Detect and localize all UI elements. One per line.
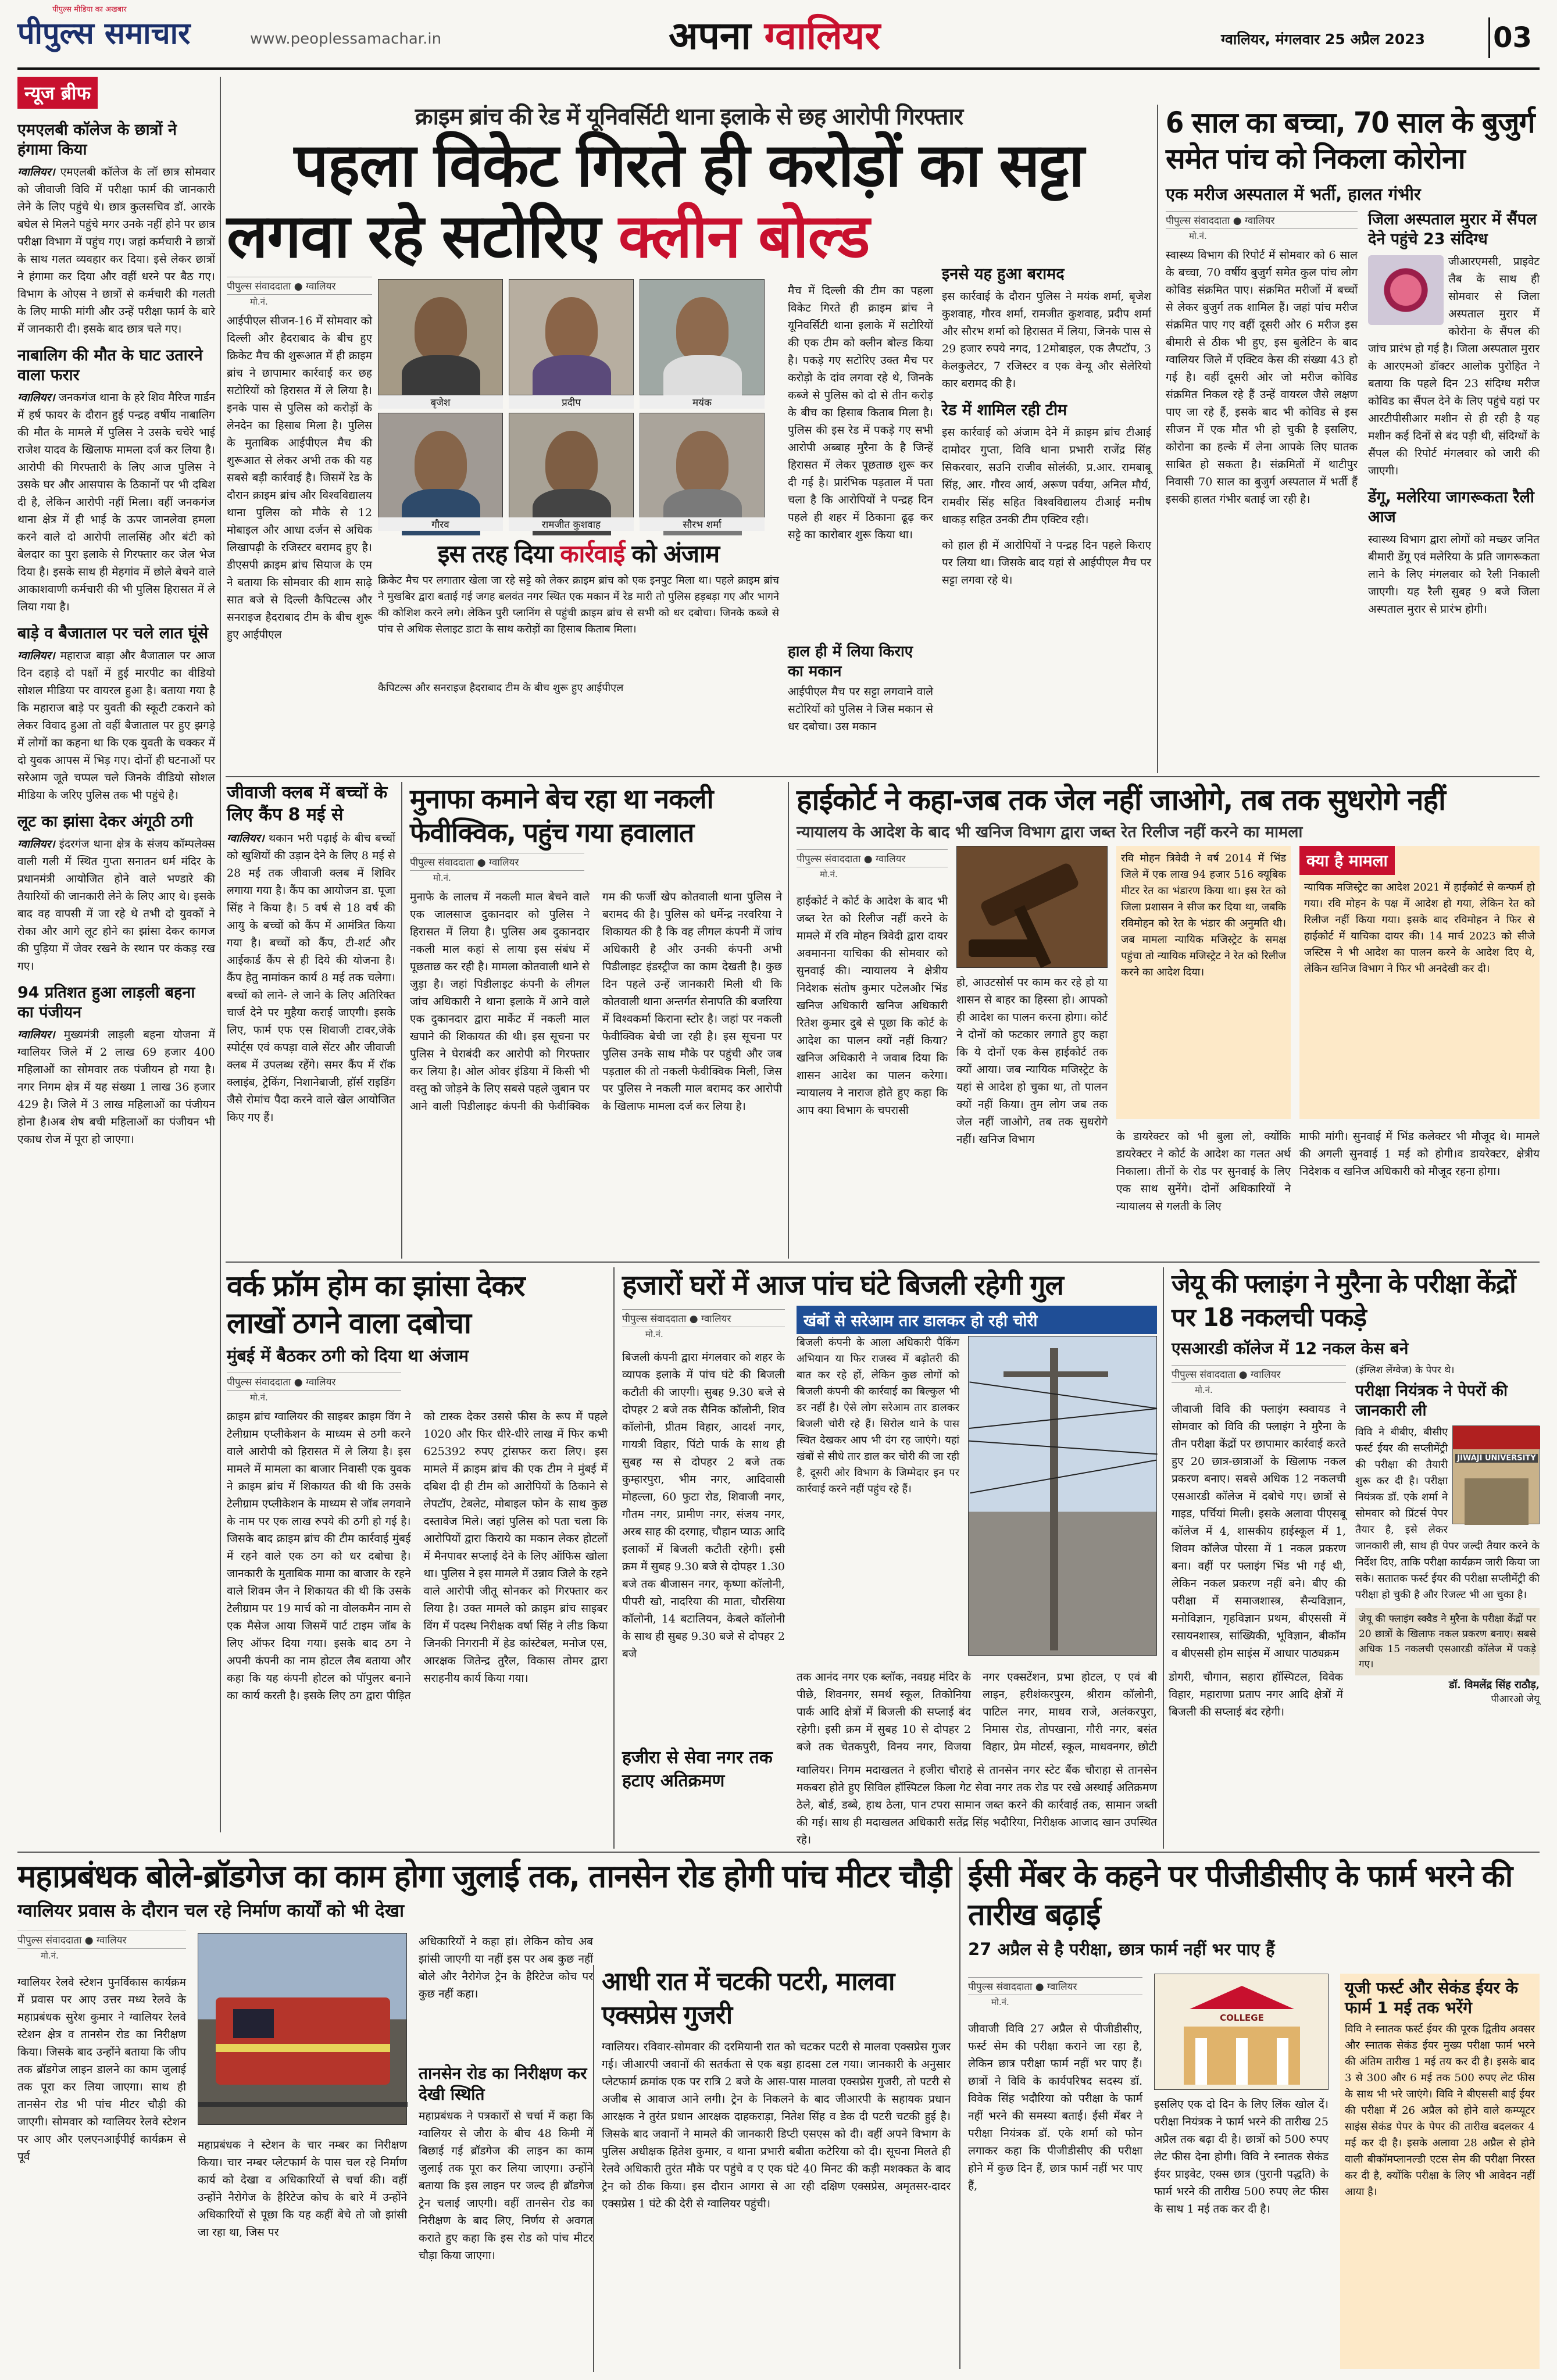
lead-headline-2a: लगवा रहे सटोरिए [227, 201, 601, 271]
byline-mob: मो.नं. [1195, 1385, 1213, 1395]
ug-form-box [1340, 1974, 1540, 2369]
byline-mob: मो.नं. [41, 1950, 59, 1961]
photo-caption: मयंक [640, 395, 765, 409]
pgdca-text-1: जीवाजी विवि 27 अप्रैल से पीजीडीसीए, फर्स्ट सेम की परीक्षा कराने जा रहा है, लेकिन छात्र परीक्षा फार्म नहीं भर पाए हैं। छात्रों ने विवि के कार्यपरिषद सदस्य डॉ. विवेक सिंह भदौरिया को परीक्षा के फार्म नहीं भरने की समस्या बताई। ईसी मेंबर ने परीक्षा नियंत्रक डॉ. एके शर्मा को फोन लगाकर कहा कि पीजीडीसीए की परीक्षा होने में कुछ दिन हैं, छात्र फार्म नहीं भर पाए हैं, [968, 2022, 1142, 2192]
fevikwik-text: मुनाफे के लालच में नकली माल बेचने वाले एक जालसाज दुकानदार को पुलिस ने हिरासत में लिया है। पुलिस अब दुकानदार नकली माल कहां से लाया इस संबंध में पूछताछ कर रही है। मामला कोतवाली थाने से जुड़ा है। जहां पिडीलाइट कंपनी के लीगल जांच अधिकारी ने थाना इलाके में आने वाले एक दुकानदार द्वारा मार्केट में नकली माल खपाने की शिकायत की थी। इस सूचना पर पुलिस ने घेराबंदी कर आरोपी को गिरफ्तार कर लिया है। ओल ओवर इंडिया में किसी भी वस्तु को जोड़ने के लिए सबसे पहले जुबान पर आने वाली पिडीलाइट कंपनी की फेवीक्विक गम की फर्जी खेप कोतवाली थाना पुलिस ने बरामद की है। पुलिस को धर्मेन्द्र नरवरिया ने शिकायत की है कि वह लीगल कंपनी में जांच अधिकारी है और उनकी कंपनी अभी पिडीलाइट इंडस्ट्रीज का काम देखती है। कुछ दिन पहले उन्हें जानकारी मिली थी कि कोतवाली थाना अन्तर्गत सेनापति की बजरिया में विश्वकर्मा किराना स्टोर है। जहां पर नकली फेवीक्विक बेची जा रही है। इस सूचना पर पुलिस उनके साथ मौके पर पहुंची और जब पड़ताल की तो नकली फेवीक्विक मिली, जिस पर पुलिस ने नकली माल बरामद कर आरोपी के खिलाफ मामला दर्ज कर लिया है। [410, 891, 782, 1113]
railway-headline: महाप्रबंधक बोले-ब्रॉडगेज का काम होगा जुलाई तक, तानसेन रोड होगी पांच मीटर चौड़ी [17, 1858, 951, 1895]
byline-mob: मो.नं. [433, 873, 451, 883]
accused-photo [509, 413, 634, 529]
brief-text: ग्वालियर। एमएलबी कॉलेज के लॉ छात्र सोमवार को जीवाजी विवि में परीक्षा फार्म की जानकारी लेने के लिए पहुंचे थे। छात्र कुलसचिव डॉ. आरके बघेल से मिलने पहुंचे मगर उनके नहीं होने पर छात्र परीक्षा विभाग में पहुंच गए। जहां कर्मचारी ने छात्रों के साथ गलत व्यवहार कर दिया। इसे लेकर छात्रों ने हंगामा कर दिया और वहीं धरने पर बैठ गए। विभाग के ओएस ने छात्रों से कर्मचारी की गलती के लिए माफी मांगी और उन्हें परीक्षा फार्म के बारे में जानकारी दी। इसके बाद छात्र चले गए। [17, 166, 215, 335]
exam-text: विवि ने बीबीए, बीसीए फर्स्ट ईयर की सप्लीमेंट्री की परीक्षा की तैयारी शुरू कर दी है। परीक्षा नियंत्रक डॉ. एके शर्मा ने सोमवार को प्रिंटर्स पेपर तैयार है, इसे लेकर जानकारी ली, साथ ही पेपर जल्दी तैयार करने के निर्देश दिए, ताकि परीक्षा कार्यक्रम जारी किया जा सके। सतातक फर्स्ट ईयर की परीक्षा सप्लीमेंट्री की परीक्षा हो चुकी है और रिजल्ट भी आ चुका है। [1355, 1426, 1540, 1601]
section-divider [17, 1852, 1540, 1853]
masthead-rule [17, 67, 1540, 70]
sample-heading: जिला अस्पताल मुरार में सैंपल देने पहुंचे 23 संदिग्ध [1368, 210, 1537, 248]
lead-text-2: कैपिटल्स और सनराइज हैदराबाद टीम के बीच शुरू हुए आईपीएल [378, 682, 624, 694]
column-divider [788, 782, 789, 1259]
quote-role: पीआरओ जेयू [1491, 1693, 1540, 1705]
brief-headline: 94 प्रतिशत हुआ लाड़ली बहना का पंजीयन [17, 984, 195, 1021]
college-illustration [1154, 1974, 1329, 2090]
jiwaji-subheadline: एसआरडी कॉलेज में 12 नकल केस बने [1172, 1339, 1409, 1358]
jiwaji-text: जीवाजी विवि की फ्लाइंग स्क्वायड ने सोमवार को विवि की फ्लाइंग ने मुरैना के तीन परीक्षा केंद्रों पर छापामार कार्रवाई करते हुए 20 छात्र-छात्राओं के खिलाफ नकल प्रकरण बनाए। सबसे अधिक 12 नकलची एसआरडी कॉलेज में दबोचे गए। छात्रों से गाइड, पर्चियां मिली। इसके अलावा पीएसबू कॉलेज में 4, शासकीय हाईस्कूल में 1, शिवम कॉलेज पोरसा में 1 नकल प्रकरण बना। वहीं पर फ्लाइंग भिंड भी गई थी, लेकिन नकल प्रकरण नहीं बने। बीए की परीक्षा में समाजशास्त्र, सैन्यविज्ञान, मनोविज्ञान, गृहविज्ञान प्रथम, बीएससी में रसायनशास्त्र, सांख्यिकी, भूविज्ञान, बीकॉम व बीएससी होम साइंस में आधार पाठ्यक्रम [1172, 1403, 1346, 1660]
brief-item [17, 983, 215, 1148]
column-divider [1157, 105, 1158, 773]
wfh-text: क्राइम ब्रांच ग्वालियर की साइबर क्राइम विंग ने टेलीग्राम एप्लीकेशन के माध्यम से ठगी करने वाले आरोपी को हिरासत में ले लिया है। इस मामले में मामला का बाजार निवासी एक युवक ने क्राइम ब्रांच में शिकायत की थी कि उसके टेलीग्राम एप्लीकेशन के माध्यम से जॉब लगवाने के नाम पर एक लाख रुपये की ठगी हो गई है। जिसके बाद क्राइम ब्रांच की टीम कार्रवाई मुंबई में रहने वाले एक ठग को धर दबोचा है। जानकारी के मुताबिक मामा का बाजार के रहने वाले शिवम जैन ने शिकायत की थी कि उसके टेलीग्राम पर 19 मार्च को ना वोलकमैन नाम से एक मैसेज आया जिसमें पार्ट टाइम जॉब के लिए ऑफर दिया गया। इसके बाद ठग ने अपनी कंपनी का नाम होटल लैब बताया और कहा कि यह कंपनी होटल को पॉपुलर बनाने का कार्य करती है। इसके लिए ठग द्वारा पीड़ित को टास्क देकर उससे फीस के रूप में पहले 1020 और फिर धीरे-धीरे लाख में फिर कभी 625392 रुपए ट्रांसफर करा लिए। इस मामले में क्राइम ब्रांच की एक टीम ने मुंबई में दबिश दी ही टीम को आरोपियों के ठिकाने से लेपटॉप, टेबलेट, मोबाइल फोन के साथ कुछ दस्तावेज मिले। जहां पुलिस को पता चला कि आरोपियों द्वारा किराये का मकान लेकर होटलों में मैनपावर सप्लाई देने के लिए ऑफिस खोला था। पुलिस ने इस मामले में उन्नाव जिले के रहने वाले आरोपी जीतू सोनकर को गिरफ्तार कर लिया है। उक्त मामले को क्राइम ब्रांच साइबर विंग में पदस्थ निरीक्षक वर्षा सिंह ने लीड किया जिनकी निगरानी में हेड कांस्टेबल, मनोज एस, आरक्षक जितेन्द्र तुरैल, विकास तोमर द्वारा सराहनीय कार्य किया गया। [227, 1410, 608, 1702]
byline-mob: मो.नं. [820, 869, 838, 880]
wfh-subheadline: मुंबई में बैठकर ठगी को दिया था अंजाम [227, 1346, 469, 1366]
rent-subheading: हाल ही में लिया किराए का मकान [788, 643, 913, 680]
dengue-text: स्वास्थ्य विभाग द्वारा लोगों को मच्छर जनित बीमारी डेंगू एवं मलेरिया के प्रति जागरूकता लाने के लिए मंगलवार को रैली निकाली जाएगी। यह रैली सुबह 9 बजे जिला अस्पताल मुरार से प्रारंभ होगी। [1368, 533, 1540, 616]
byline: पीपुल्स संवाददाता ● ग्वालियर [227, 277, 372, 295]
byline: पीपुल्स संवाददाता ● ग्वालियर [968, 1977, 1142, 1995]
masthead [0, 0, 1557, 71]
case-box-text: न्यायिक मजिस्ट्रेट का आदेश 2021 में हाईकोर्ट से कन्फर्म हो गया। रवि मोहन के पक्ष में आदेश हो गया, लेकिन रेत को रिलीज नहीं किया गया। इसके बाद रविमोहन ने फिर से हाईकोर्ट में याचिका दायर की। 14 मार्च 2023 को सीजे जस्टिस ने भी आदेश का पालन करने के आदेश दिए थे, लेकिन खनिज विभाग ने फिर भी अनदेखी कर दी। [1304, 881, 1535, 975]
tansen-road-heading: तानसेन रोड का निरीक्षण कर देखी स्थिति [419, 2064, 587, 2104]
virus-image [1368, 255, 1444, 325]
malwa-headline: आधी रात में चटकी पटरी, मालवा एक्सप्रेस गुजरी [602, 1967, 895, 2030]
court-text-1: हाईकोर्ट ने कोर्ट के आदेश के बाद भी जब्त रेत को रिलीज नहीं करने के मामले में रवि मोहन त्रिवेदी द्वारा दायर अवमानना याचिका की सोमवार को सुनवाई की। न्यायालय ने क्षेत्रीय निदेशक संतोष कुमार पटेलऔर भिंड खनिज अधिकारी खनिज अधिकारी रितेश कुमार दुबे से पूछा कि कोर्ट के आदेश का पालन क्यों नहीं किया? खनिज अधिकारी ने जवाब दिया कि शासन आदेश का पालन करेगा। न्यायालय ने नाराज होते हुए कहा कि आप क्या विभाग के चपरासी [797, 895, 948, 1117]
corona-subheadline: एक मरीज अस्पताल में भर्ती, हालत गंभीर [1166, 184, 1421, 204]
team-more: को हाल ही में आरोपियों ने पन्द्रह दिन पहले किराए पर लिया था। जिसके बाद यहां से आईपीएल मैच पर सट्टा लगवा रहे थे। [942, 539, 1151, 587]
court-story [797, 782, 1540, 1259]
quote-author: डॉ. विमलेंद्र सिंह राठौड़, [1449, 1679, 1540, 1691]
byline: पीपुल्स संवाददाता ● ग्वालियर [1166, 211, 1358, 229]
lead-column-4 [942, 265, 1151, 770]
pgdca-text-2: इसलिए एक दो दिन के लिए लिंक खोल दें। परीक्षा नियंत्रक ने फार्म भरने की तारीख 25 अप्रैल तक बढ़ा दी है। छात्रों को 500 रुपए लेट फीस देना होगी। विवि ने स्नातक सेकंड ईयर प्राइवेट, एक्स छात्र (पुरानी पद्धति) के फार्म भरने की तारीख 500 रुपए लेट फीस के साथ 1 मई तक कर दी है। [1154, 2098, 1329, 2215]
ug-form-heading: यूजी फर्स्ट और सेकंड ईयर के फार्म 1 मई तक भरेंगे [1345, 1978, 1519, 2017]
malwa-story [602, 1965, 951, 2372]
rent-text: आईपीएल मैच पर सट्टा लगवाने वाले सटोरियों को पुलिस ने जिस मकान से धर दबोचा। उस मकान [788, 685, 933, 733]
pgdca-subheadline: 27 अप्रैल से है परीक्षा, छात्र फार्म नहीं भर पाए हैं [968, 1939, 1275, 1959]
power-poles-photo [968, 1336, 1157, 1656]
brief-text: ग्वालियर। महाराज बाड़ा और बैजाताल पर आज दिन दहाड़े दो पक्षों में हुई मारपीट का वीडियो सोशल मीडिया पर वायरल हुआ है। बताया गया है कि महाराज बाड़े पर युवती की स्कूटी टकराने को लेकर विवाद हुआ तो वहीं बैजाताल पर हुए झगड़े में लोगों का कहना था कि एक युवती के चक्कर में दो युवक आपस में भिड़ गए। दोनों ही घटनाओं पर सरेआम जूते चप्पल चले जिनके वीडियो सोशल मीडिया के जरिए पुलिस तक भी पहुंचे है। [17, 649, 215, 802]
byline: पीपुल्स संवाददाता ● ग्वालियर [797, 849, 948, 867]
court-subheadline: न्यायालय के आदेश के बाद भी खनिज विभाग द्वारा जब्त रेत रिलीज नहीं करने का मामला [797, 823, 1303, 841]
brief-item [17, 624, 215, 804]
lead-text-1: आईपीएल सीजन-16 में सोमवार को दिल्ली और हैदराबाद के बीच हुए क्रिकेट मैच की शुरूआत में ही क्राइम ब्रांच ने छापामार कार्रवाई कर छह सटोरियों को हिरासत में ले लिया है। इनके पास से पुलिस को करोड़ों के लेनदेन का हिसाब मिला है। पुलिस के मुताबिक आईपीएल मैच की शुरूआत से लेकर अभी तक की यह सबसे बड़ी कार्रवाई है। जिसमें रेड के दौरान क्राइम ब्रांच और विश्वविद्यालय थाना पुलिस को मौके से 12 मोबाइल और आधा दर्जन से अधिक लिखापढ़ी के रजिस्टर बरामद हुए है। डीएसपी क्राइम ब्रांच सियाज के एम ने बताया कि सोमवार की शाम साढ़े सात बजे से दिल्ली कैपिटल्स और सनराइज हैदराबाद टीम के बीच शुरू हुए आईपीएल [227, 315, 372, 641]
section-title-a: अपना [669, 13, 751, 58]
college-sign: COLLEGE [1220, 2013, 1264, 2023]
court-text-4: माफी मांगी। सुनवाई में भिंड कलेक्टर भी मौजूद थे। मामले की अगली सुनवाई 1 मई को होगी।व डायरेक्टर, क्षेत्रीय निदेशक व खनिज अधिकारी को मौजूद रहना होगा। [1299, 1130, 1540, 1178]
university-photo [1452, 1425, 1540, 1524]
column-divider [401, 782, 402, 1259]
case-intro: रवि मोहन त्रिवेदी ने वर्ष 2014 में भिंड जिले में एक लाख 94 हजार 516 क्यूबिक मीटर रेत का भंडारण किया था। इस रेत को जिला प्रशासन ने सीज कर दिया था, जबकि रविमोहन को रेत के भंडार की अनुमति थी। जब मामला न्यायिक मजिस्ट्रेट के समक्ष पहुंचा तो न्यायिक मजिस्ट्रेट ने रेत को रिलीज करने का आदेश दिया। [1116, 846, 1291, 1119]
recovery-text: इस कार्रवाई के दौरान पुलिस ने मयंक शर्मा, बृजेश कुशवाह, गौरव शर्मा, रामजीत कुशवाह, प्रदीप शर्मा और सौरभ शर्मा को हिरासत में लिया, जिनके पास से 29 हजार रुपये नगद, 12मोबाइल, एक लैपटॉप, 3 केलकुलेटर, 7 रजिस्टर व एक वेन्यू और सेलेरियो कार बरामद की है। [942, 290, 1151, 390]
brief-headline: बाड़े व बैजाताल पर चले लात घूंसे [17, 624, 209, 642]
railway-text-1: ग्वालियर रेलवे स्टेशन पुनर्विकास कार्यक्रम में प्रवास पर आए उत्तर मध्य रेलवे के महाप्रबंधक सुरेश कुमार ने ग्वालियर रेलवे स्टेशन क्षेत्र व तानसेन रोड का निरीक्षण किया। जिसके बाद उन्होंने बताया कि जीप तक ब्रॉडगेज लाइन डालने का काम जुलाई तक पूरा कर लिया जाएगा। साथ ही तानसेन रोड भी पांच मीटर चौड़ी की जाएगी। सोमवार को ग्वालियर रेलवे स्टेशन पर आए और एलएनआईपीई कार्यक्रम से पूर्व [17, 1976, 186, 2163]
photo-caption: बृजेश [378, 395, 503, 409]
fevikwik-story [410, 782, 782, 1259]
accused-photo [378, 413, 503, 529]
locomotive-photo [198, 1933, 407, 2125]
team-text: इस कार्रवाई को अंजाम देने में क्राइम ब्रांच टीआई दामोदर गुप्ता, विवि थाना प्रभारी राजेंद्र सिंह सिकरवार, सउनि राजीव सोलंकी, प्र.आर. रामबाबू सिंह, आर. गौरव आर्य, अरूण पर्वया, अनिल मौर्य, रामवीर सिंह सहित विश्वविद्यालय टीआई मनीष धाकड़ सहित उनकी टीम एक्टिव रही। [942, 426, 1151, 526]
club-headline: जीवाजी क्लब में बच्चों के लिए कैंप 8 मई से [227, 782, 388, 825]
byline-mob: मो.नं. [250, 296, 268, 307]
corona-text: स्वास्थ्य विभाग की रिपोर्ट में सोमवार को 6 साल के बच्चा, 70 वर्षीय बुजुर्ग समेत कुल पांच लोग कोविड संक्रमित पाए। संक्रमित मरीजों में बच्चों से लेकर बुजुर्ग तक शामिल हैं। जहां पांच मरीज संक्रमित पाए गए वहीं दूसरी ओर 6 मरीज इस बीमारी से ठीक भी हुए, इस बुलेटिन के बाद ग्वालियर जिले में एक्टिव केस की संख्या 43 हो गई है। वहीं दूसरी ओर जो मरीज कोविड संक्रमित निकल रहे हैं उन्हें वायरल जैसे लक्षण पाए जा रहे हैं, इसके बाद भी कोविड से इस सीजन में एक मौत भी हो चुकी है इसलिए, कोरोना का हल्के में लेना आपके लिए घातक साबित हो सकता है। संक्रमितों में थाटीपुर निवासी 70 साल का बुजुर्ग अस्पताल में भर्ती हैं इसकी हालत गंभीर बताई जा रही है। [1166, 249, 1358, 506]
case-box-label: क्या है मामला [1299, 846, 1395, 875]
brief-item [17, 120, 215, 338]
edition-date: ग्वालियर, मंगलवार 25 अप्रैल 2023 [1221, 31, 1426, 48]
power-headline: हजारों घरों में आज पांच घंटे बिजली रहेगी गुल [622, 1269, 1063, 1302]
railway-text-4: महाप्रबंधक ने पत्रकारों से चर्चा में कहा कि ग्वालियर से जौरा के बीच 48 किमी में बिछाई गई ब्रॉडगेज की लाइन का काम जुलाई तक पूरा कर लिया जाएगा। उन्होंने बताया कि इस लाइन पर जल्द ही ब्रॉडगेज ट्रेन चलाई जाएगी। वहीं तानसेन रोड का निरीक्षण के बाद लिए, निर्णय से अवगत कराते हुए कहा कि इस रोड को पांच मीटर चौड़ा किया जाएगा। [419, 2110, 593, 2262]
club-story [227, 782, 395, 1259]
sample-text: जीआरएमसी, प्राइवेट लैब के साथ ही सोमवार से जिला अस्पताल मुरार में कोरोना के सैंपल की जांच प्रारंभ हो गई है। जिला अस्पताल मुरार के आरएमओ डॉक्टर आलोक पुरोहित ने बताया कि पहले दिन 23 संदिग्ध मरीज कोविड का सैंपल देने के लिए पहुंचे यहां पर आरटीपीसीआर मशीन से ही रही है यह मशीन कई दिनों से बंद पड़ी थी, संदिग्धों के सैंपल की रिपोर्ट मंगलवार को जारी की जाएगी। [1368, 255, 1540, 477]
byline-mob: मो.नं. [250, 1392, 268, 1403]
club-text: ग्वालियर। थकान भरी पढ़ाई के बीच बच्चों को खुशियों की उड़ान देने के लिए 8 मई से 28 मई तक जीवाजी क्लब में शिविर लगाया गया है। कैंप का आयोजन डा. पूजा सिंह ने किया है। 5 वर्ष से 18 वर्ष की आयु के बच्चों को कैंप में आमंत्रित किया गया है। बच्चों को कैंप, टी-शर्ट और आईकार्ड कैंप से ही दिये की योजना है। कैंप हेतु नामांकन कार्य 8 मई तक चलेगा। बच्चों को लाने- ले जाने के लिए अतिरिक्त चार्ज देने पर मुहैया कराई जाएगी। इसके लिए, फार्म एफ एस शिवाजी टावर,जेके स्पोर्ट्स एवं कपड़ा वाले सेंटर और जीवाजी क्लब में उपलब्ध रहेंगे। समर कैंप में रॉक क्लाइंब, ट्रेकिंग, निशानेबाजी, हॉर्स राइडिंग जैसे रोमांच पैदा करने वाले खेल आयोजित किए गए हैं। [227, 832, 395, 1124]
byline: पीपुल्स संवाददाता ● ग्वालियर [410, 853, 584, 871]
corona-headline: 6 साल का बच्चा, 70 साल के बुजुर्ग समेत पांच को निकला कोरोना [1166, 106, 1535, 176]
jiwaji-headline: जेयू की फ्लाइंग ने मुरैना के परीक्षा केंद्रों पर 18 नकलची पकड़े [1172, 1269, 1516, 1332]
byline: पीपुल्स संवाददाता ● ग्वालियर [1172, 1365, 1346, 1383]
recovery-heading: इनसे यह हुआ बरामद [942, 265, 1065, 283]
photo-caption: प्रदीप [509, 395, 634, 409]
malwa-text: ग्वालियर। रविवार-सोमवार की दरमियानी रात को चटकर पटरी से मालवा एक्सप्रेस गुजर गई। जीआरपी जवानों की सतर्कता से एक बड़ा हादसा टल गया। जानकारी के अनुसार प्लेटफार्म क्रमांक एक पर रात्रि 2 बजे के आस-पास मालवा एक्सप्रेस गुजरी, तो पटरी से अजीब से आवाज आने लगी। ट्रेन के निकलने के बाद जीआरपी के सहायक प्रधान आरक्षक ने तुरंत प्रधान आरक्षक दाहकराड़ा, नितेश सिंह व डेक दी पटरी चटकी हुई है। जिसके बाद जवानों ने मामले की जानकारी डिप्टी एसएस को दी। वहीं अपने विभाग के पुलिस अधीक्षक हितेश कुमार, व थाना प्रभारी बबीता कटेरिया को दी। सूचना मिलते ही रेलवे अधिकारी तुरंत मौके पर पहुंचे व ए एक घंटे 40 मिनट की कड़ी मशक्कत के बाद ट्रेन को ठीक किया। इस दौरान आगरा से आ रही दक्षिण एक्सप्रेस, अमृतसर-दादर एक्सप्रेस 1 घंटे की देरी से ग्वालियर पहुंची। [602, 2040, 951, 2210]
brief-headline: लूट का झांसा देकर अंगूठी ठगी [17, 813, 193, 831]
team-heading: रेड में शामिल रही टीम [942, 401, 1067, 419]
paper-logo[interactable]: पीपुल्स समाचार [17, 16, 191, 51]
news-brief-label: न्यूज ब्रीफ [17, 77, 98, 109]
lead-headline-1: पहला विकेट गिरते ही करोड़ों का सट्टा [294, 130, 1084, 201]
photo-caption: सौरभ शर्मा [640, 517, 765, 531]
accused-photo [378, 279, 503, 395]
brief-item [17, 812, 215, 975]
lead-text-3: मैच में दिल्ली की टीम का पहला विकेट गिरते ही क्राइम ब्रांच ने यूनिवर्सिटी थाना इलाके में सटोरियों की एक टीम को क्लीन बोल्ड किया है। पकड़े गए सटोरिए उक्त मैच पर करोड़ो के दांव लगवा रहे थे, जिनके कब्जे से पुलिस को दो से तीन करोड़ के बीच का हिसाब किताब मिला है। पुलिस की इस रेड में पकड़े गए सभी आरोपी अब्बाह मुरैना के है जिन्हें हिरासत में लेकर पूछताछ शुरू कर दी गई है। प्रारंभिक पड़ताल में पता चला है कि आरोपियों ने पन्द्रह दिन पहले ही शहर में ठिकाना ढूढ़ कर सट्टे का कारोबार शुरू किया था। [788, 284, 933, 541]
encroachment-text: ग्वालियर। निगम मदाखलत ने हजीरा चौराहे से तानसेन नगर स्टेट बैंक चौराहा से तानसेन मकबरा होते हुए सिविल हॉस्पिटल किला गेट सेवा नगर तक रोड पर रखे अस्थाई अतिक्रमण ठेले, बोर्ड, डब्बे, हाथ ठेला, पान टपरा सामान जब्त करने की कार्रवाई तक, सामान जब्ती की गई। साथ ही मदाखलत अधिकारी सतेंद्र सिंह भदौरिया, निरीक्षक आजाद खान उपस्थित रहे। [797, 1764, 1157, 1846]
lead-column-1 [227, 273, 372, 773]
brief-headline: एमएलबी कॉलेज के छात्रों ने हंगामा किया [17, 121, 177, 159]
photo-caption: रामजीत कुशवाह [509, 517, 634, 531]
court-headline: हाईकोर्ट ने कहा-जब तक जेल नहीं जाओगे, तब तक सुधरोगे नहीं [797, 783, 1445, 817]
column-divider [1163, 1267, 1164, 1849]
brief-item [17, 346, 215, 616]
power-text-1: बिजली कंपनी द्वारा मंगलवार को शहर के व्यापक इलाके में पांच घंटे की बिजली कटौती की जाएगी। सुबह 9.30 बजे से दोपहर 2 बजे तक सैनिक कॉलोनी, शिव कॉलोनी, प्रीतम विहार, आदर्श नगर, गायत्री विहार, पिंटो पार्क के साथ ही सुबह ग्स से दोपहर 2 बजे तक कुम्हारपुरा, भीम नगर, आदिवासी मोहल्ला, 60 फुटा रोड, शिवाजी नगर, गौतम नगर, प्रामीण नगर, संजय नगर, अरब साह की दरगाह, चौहान प्याऊ आदि इलाकों में बिजली कटौती रहेगी। इसी क्रम में सुबह 9.30 बजे से दोपहर 1.30 बजे तक बीजासन नगर, कृष्णा कॉलोनी, पीपरी खो, नादरिया की माता, चौरसिया कॉलोनी, 14 बटालियन, केबले कॉलोनी के साथ ही सुबह 9.30 बजे से दोपहर 2 बजे [622, 1351, 785, 1660]
fevikwik-headline: मुनाफा कमाने बेच रहा था नकली फेवीक्विक, पहुंच गया हवालात [410, 783, 713, 848]
lead-headline-2b: क्लीन बोल्ड [618, 201, 870, 271]
lead-headline-2 [227, 203, 878, 269]
encroachment-heading: हजीरा से सेवा नगर तक हटाए अतिक्रमण [622, 1748, 773, 1791]
section-title-b: ग्वालियर [764, 13, 881, 58]
byline-mob: मो.नं. [645, 1329, 663, 1339]
court-text-2: हो, आउटसोर्स पर काम कर रहे हो या शासन से बाहर का हिस्सा हो। आपको ही आदेश का पालन करना होगा। कोर्ट ने दोनों को फटकार लगाते हुए कहा कि ये दोनों एक केस हाईकोर्ट तक क्यों आया। जब न्यायिक मजिस्ट्रेट के यहां से आदेश हो चुका था, तो पालन क्यों नहीं किया। तुम लोग जब तक जेल नहीं जाओगे, तब तक सुधरोगे नहीं। खनिज विभाग [956, 976, 1108, 1146]
operation-headline: इस तरह दिया कार्रवाई को अंजाम [437, 539, 720, 568]
paper-tagline: पीपुल्स मीडिया का अखबार [52, 5, 127, 14]
railway-text-3: अधिकारियों ने कहा हां। लेकिन कोच अब झांसी जाएगी या नहीं इस पर अब कुछ नहीं बोले और नैरोगेज ट्रेन के हैरिटेज कोच पर कुछ नहीं कहा। [419, 1935, 593, 2000]
gavel-image [956, 846, 1108, 968]
power-theft-heading: खंबों से सरेआम तार डालकर हो रही चोरी [797, 1306, 1157, 1334]
ug-form-text: विवि ने स्नातक फर्स्ट ईयर की पूरक द्वितीय अवसर और स्नातक सेकंड ईयर मुख्य परीक्षा फार्म भरने की अंतिम तारीख 1 मई तय कर दी है। इसके बाद 3 से 300 और 6 मई तक 500 रुपए लेट फीस के साथ भी भरे जाएंगे। विवि ने बीएससी बाई ईयर की परीक्षा में 26 अप्रैल को होने वाले कम्प्यूटर साइंस सेकंड पेपर के पेपर की तारीख बदलकर 4 मई कर दी है। इसके अलावा 28 अप्रैल से होने वाली बीकॉमप्लानल्डी एटस सेम की परीक्षा निरस्त कर दी है, क्योंकि परीक्षा के लिए भी आवेदन नहीं आया है। [1345, 2023, 1535, 2198]
jiwaji-story [1172, 1267, 1540, 1849]
column-divider [959, 1857, 960, 2369]
university-sign: JIWAJI UNIVERSITY [1455, 1454, 1538, 1463]
website-url[interactable]: www.peoplessamachar.in [250, 30, 442, 48]
jiwaji-quote: जेयू की फ्लाइंग स्क्वैड ने मुरैना के परीक्षा केंद्रों पर 20 छात्रों के खिलाफ नकल प्रकरण बनाए। सबसे अधिक 15 नकलची एसआरडी कॉलेज में पकड़े गए। [1355, 1608, 1540, 1675]
exam-heading: परीक्षा नियंत्रक ने पेपरों की जानकारी ली [1355, 1382, 1508, 1420]
pgdca-headline: ईसी मेंबर के कहने पर पीजीडीसीए के फार्म भरने की तारीख बढ़ाई [968, 1859, 1513, 1932]
column-divider [613, 1267, 615, 1849]
news-brief-column [17, 77, 215, 1832]
accused-photo [509, 279, 634, 395]
wfh-headline-2: लाखों ठगने वाला दबोचा [227, 1306, 471, 1340]
power-theft-box [797, 1306, 1157, 1660]
section-divider [226, 1262, 1540, 1263]
court-text-3: के डायरेक्टर को भी बुला लो, क्योंकि डायरेक्टर ने कोर्ट के आदेश का गलत अर्थ निकाला। तीनों के रोड पर सुनवाई के लिए एक साथ सुनेंगे। दोनों अधिकारियों ने न्यायालय से गलती के लिए [1116, 1130, 1291, 1213]
case-box [1299, 846, 1540, 1119]
accused-photo [640, 413, 765, 529]
brief-headline: नाबालिग की मौत के घाट उतारने वाला फरार [17, 346, 203, 384]
accused-photo [640, 279, 765, 395]
section-title [669, 8, 880, 60]
railway-text-2: महाप्रबंधक ने स्टेशन के चार नम्बर का निरीक्षण किया। चार नम्बर प्लेटफार्म के पास चल रहे निर्माण कार्य को देखा व अधिकारियों से चर्चा की। वहीं उन्होंने नैरोगेज के हैरिटेज कोच के बारे में उन्होंने अधिकारियों से पूछा कि यह कहीं बेचे तो जो झांसी जा रहा था, जिस पर [198, 2139, 407, 2239]
section-divider [226, 776, 1540, 777]
operation-text: क्रिकेट मैच पर लगातार खेला जा रहे सट्टे को लेकर क्राइम ब्रांच को एक इनपुट मिला था। पहले क्राइम ब्रांच ने मुखबिर द्वारा बताई गई जगह बलवंत नगर स्थित एक मकान में रेड मारी तो पुलिस हड़बड़ा गए और भागने की कोशिश करने लगे। लेकिन पुरी प्लानिंग से पहुंची क्राइम ब्रांच से सभी को धर दबोचा। जिनके कब्जे से पांच से अधिक सेलाइट डाटा के साथ करोड़ों का हिसाब किताब मिला। [378, 574, 779, 635]
lead-kicker: क्राइम ब्रांच की रेड में यूनिवर्सिटी थाना इलाके से छह आरोपी गिरफ्तार [415, 103, 963, 130]
byline: पीपुल्स संवाददाता ● ग्वालियर [17, 1931, 186, 1949]
column-divider [593, 1965, 594, 2372]
wfh-story [227, 1267, 608, 1849]
dengue-heading: डेंगू, मलेरिया जागरूकता रैली आज [1368, 488, 1534, 526]
brief-text: ग्वालियर। जनकगंज थाना के हरे शिव मैरिज गार्डन में हर्ष फायर के दौरान हुई पन्द्रह वर्षीय नाबालिग की मौत के मामले में पुलिस ने उसके चचेरे भाई राजेश यादव के खिलाफ मामला दर्ज कर लिया है। आरोपी की गिरफ्तारी के लिए आज पुलिस ने उसके घर और आसपास के ठिकानों पर भी दबिश दी है, लेकिन आरोपी नहीं मिला। वहीं जनकगंज थाना क्षेत्र में ही भाई के ऊपर जानलेवा हमला करने वाले दो आरोपी लालसिंह और बंटी को बेलदार का पुरा इलाके से गिरफ्तार कर जेल भेज दिया है। इसके साथ ही मेहगांव में छोले बेचने वाले आकाशवाणी कर्मचारी की भी पुलिस हिरासत में ले लिया गया है। [17, 391, 215, 613]
power-text-2: तक आनंद नगर एक ब्लॉक, नवग्रह मंदिर के पीछे, शिवनगर, समर्थ स्कूल, तिकोनिया पार्क आदि क्षेत्रों में बिजली की सप्लाई बंद रहेगी। इसी क्रम में सुबह 10 से दोपहर 2 बजे तक चेतकपुरी, विनय नगर, विजया नगर एक्सटेंशन, प्रभा होटल, ए एवं बी लाइन, हरीशंकरपुरम, श्रीराम कॉलोनी, पाटिल नगर, माधव राजे, अलंकरपुरा, निमास रोड, तोपखाना, गौरी नगर, बसंत विहार, प्रेम मोटर्स, स्कूल, माधवनगर, छोटी डोगरी, चौगान, सहारा हॉस्पिटल, विवेक विहार, महाराणा प्रताप नगर आदि क्षेत्रों में बिजली की सप्लाई बंद रहेगी। [797, 1671, 1343, 1753]
pgdca-story [968, 1857, 1540, 2369]
corona-story [1166, 105, 1540, 773]
column-divider [220, 77, 221, 1832]
photo-caption: गौरव [378, 517, 503, 531]
page-number: 03 [1488, 17, 1535, 58]
jiwaji-lead-line: (इंग्लिश लेंग्वेज) के पेपर थे। [1355, 1364, 1455, 1376]
accused-photos [378, 279, 779, 535]
byline-mob: मो.नं. [1189, 231, 1207, 241]
power-theft-text: बिजली कंपनी के आला अधिकारी पैकिंग अभियान या फिर राजस्व में बढ़ोतरी की बात कर रहे हों, लेकिन कुछ लोगों को बिजली कंपनी की कार्रवाई का बिल्कुल भी डर नहीं है। ऐसे लोग सरेआम तार डालकर बिजली चोरी रहे हैं। सिरोल थाने के पास स्थित देखकर आप भी दंग रह जाएंगे। यहां खंबों से सीधे तार डाल कर चोरी की जा रही है, दूसरी ओर विभाग के जिम्मेदार इन पर कार्रवाई करने नहीं पहुंच रहे हैं। [797, 1336, 959, 1495]
wfh-headline-1: वर्क फ्रॉम होम का झांसा देकर [227, 1269, 525, 1303]
byline: पीपुल्स संवाददाता ● ग्वालियर [622, 1309, 785, 1327]
brief-text: ग्वालियर। इंदरगंज थाना क्षेत्र के संजय कॉम्पलेक्स वाली गली में स्थित गुप्ता सनातन धर्म मंदिर के प्रधानमंत्री आयोजित होने वाले भण्डारे की तैयारियों की जानकारी लेने के लिए आए थे। इसके बाद वह वापसी में जा रहे थे तभी दो युवकों ने रोका और आगे लूट होने का झांसा देकर कागज की पुड़िया में जेवर रखने के स्थान पर कंकड़ रख गए। [17, 838, 215, 973]
byline-mob: मो.नं. [991, 1997, 1009, 2007]
railway-subheadline: ग्वालियर प्रवास के दौरान चल रहे निर्माण कार्यों को भी देखा [17, 1900, 405, 1921]
byline: पीपुल्स संवाददाता ● ग्वालियर [227, 1373, 401, 1391]
brief-text: ग्वालियर। मुख्यमंत्री लाड़ली बहना योजना में ग्वालियर जिले में 2 लाख 69 हजार 400 महिलाओं का सोमवार तक पंजीयन हो गया है। नगर निगम क्षेत्र में यह संख्या 1 लाख 36 हजार 429 है। जिले में 3 लाख महिलाओं का पंजीयन होना है।अब शेष बची महिलाओं का पंजीयन भी एकाध रोज में पूरा हो जाएगा। [17, 1028, 215, 1146]
